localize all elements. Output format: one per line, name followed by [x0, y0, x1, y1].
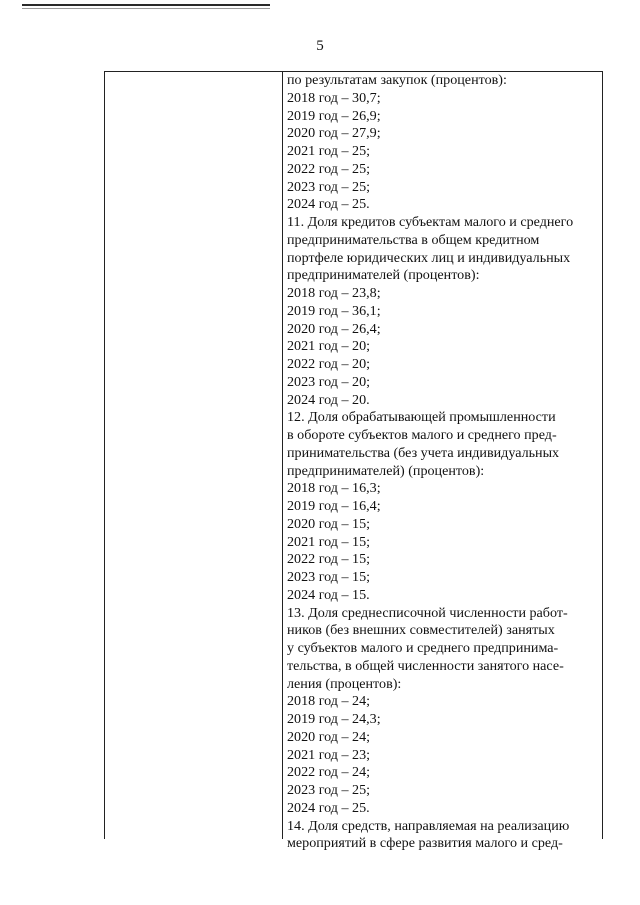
text-line: 13. Доля среднесписочной численности работ- — [287, 604, 568, 621]
table-left-cell — [105, 72, 283, 839]
text-line: портфеле юридических лиц и индивидуальных — [287, 249, 571, 266]
text-line: 2020 год – 26,4; — [287, 320, 381, 337]
text-line: 2020 год – 15; — [287, 515, 371, 532]
text-line: предпринимательства в общем кредитном — [287, 231, 540, 248]
text-line: 2022 год – 20; — [287, 356, 371, 372]
text-line: 11. Доля кредитов субъектам малого и среднего — [287, 214, 574, 230]
text-line: предпринимателей) (процентов): — [287, 462, 485, 479]
text-line: 2019 год – 16,4; — [287, 498, 381, 514]
text-line: 2024 год – 20. — [287, 391, 370, 408]
text-line: 2018 год – 23,8; — [287, 285, 381, 301]
header-rule-thin — [22, 8, 270, 9]
text-line: 2021 год – 15; — [287, 533, 371, 550]
text-line: в обороте субъектов малого и среднего пред- — [287, 427, 557, 443]
text-line: 12. Доля обрабатывающей промышленности — [287, 409, 556, 426]
text-line: 2019 год – 24,3; — [287, 711, 381, 727]
text-line: 2018 год – 16,3; — [287, 480, 381, 497]
text-line: ников (без внешних совместителей) занятых — [287, 622, 555, 639]
text-line: 2021 год – 23; — [287, 746, 371, 763]
text-line: 2020 год – 27,9; — [287, 125, 381, 142]
text-line: 2023 год – 20; — [287, 373, 371, 390]
table-right-cell — [283, 72, 602, 852]
page-number: 5 — [316, 38, 324, 54]
text-line: ления (процентов): — [287, 675, 402, 692]
text-line: предпринимателей (процентов): — [287, 267, 480, 284]
text-line: 2024 год – 25. — [287, 799, 370, 816]
text-line: 2019 год – 26,9; — [287, 107, 381, 124]
text-line: 2020 год – 24; — [287, 728, 371, 745]
text-line: у субъектов малого и среднего предпринима- — [287, 640, 559, 656]
text-line: 2018 год – 24; — [287, 693, 371, 710]
text-line: мероприятий в сфере развития малого и сред- — [287, 835, 563, 852]
text-line: 2023 год – 25; — [287, 782, 371, 798]
text-line: 2022 год – 25; — [287, 160, 371, 177]
text-line: тельства, в общей численности занятого насе- — [287, 657, 564, 674]
text-line: 2022 год – 15; — [287, 551, 371, 568]
text-line: 14. Доля средств, направляемая на реализацию — [287, 817, 570, 834]
text-line: 2024 год – 25. — [287, 196, 370, 213]
text-line: 2021 год – 20; — [287, 338, 371, 355]
header-rule — [22, 4, 270, 6]
text-line: 2022 год – 24; — [287, 764, 371, 781]
text-line: принимательства (без учета индивидуальных — [287, 444, 560, 461]
text-line: 2024 год – 15. — [287, 586, 370, 603]
text-line: 2018 год – 30,7; — [287, 89, 381, 106]
text-line: 2019 год – 36,1; — [287, 302, 381, 319]
text-line: 2023 год – 25; — [287, 178, 371, 195]
text-line: 2021 год – 25; — [287, 143, 371, 159]
text-line: 2023 год – 15; — [287, 569, 371, 585]
document-table — [104, 71, 603, 852]
text-line: по результатам закупок (процентов): — [287, 72, 507, 88]
